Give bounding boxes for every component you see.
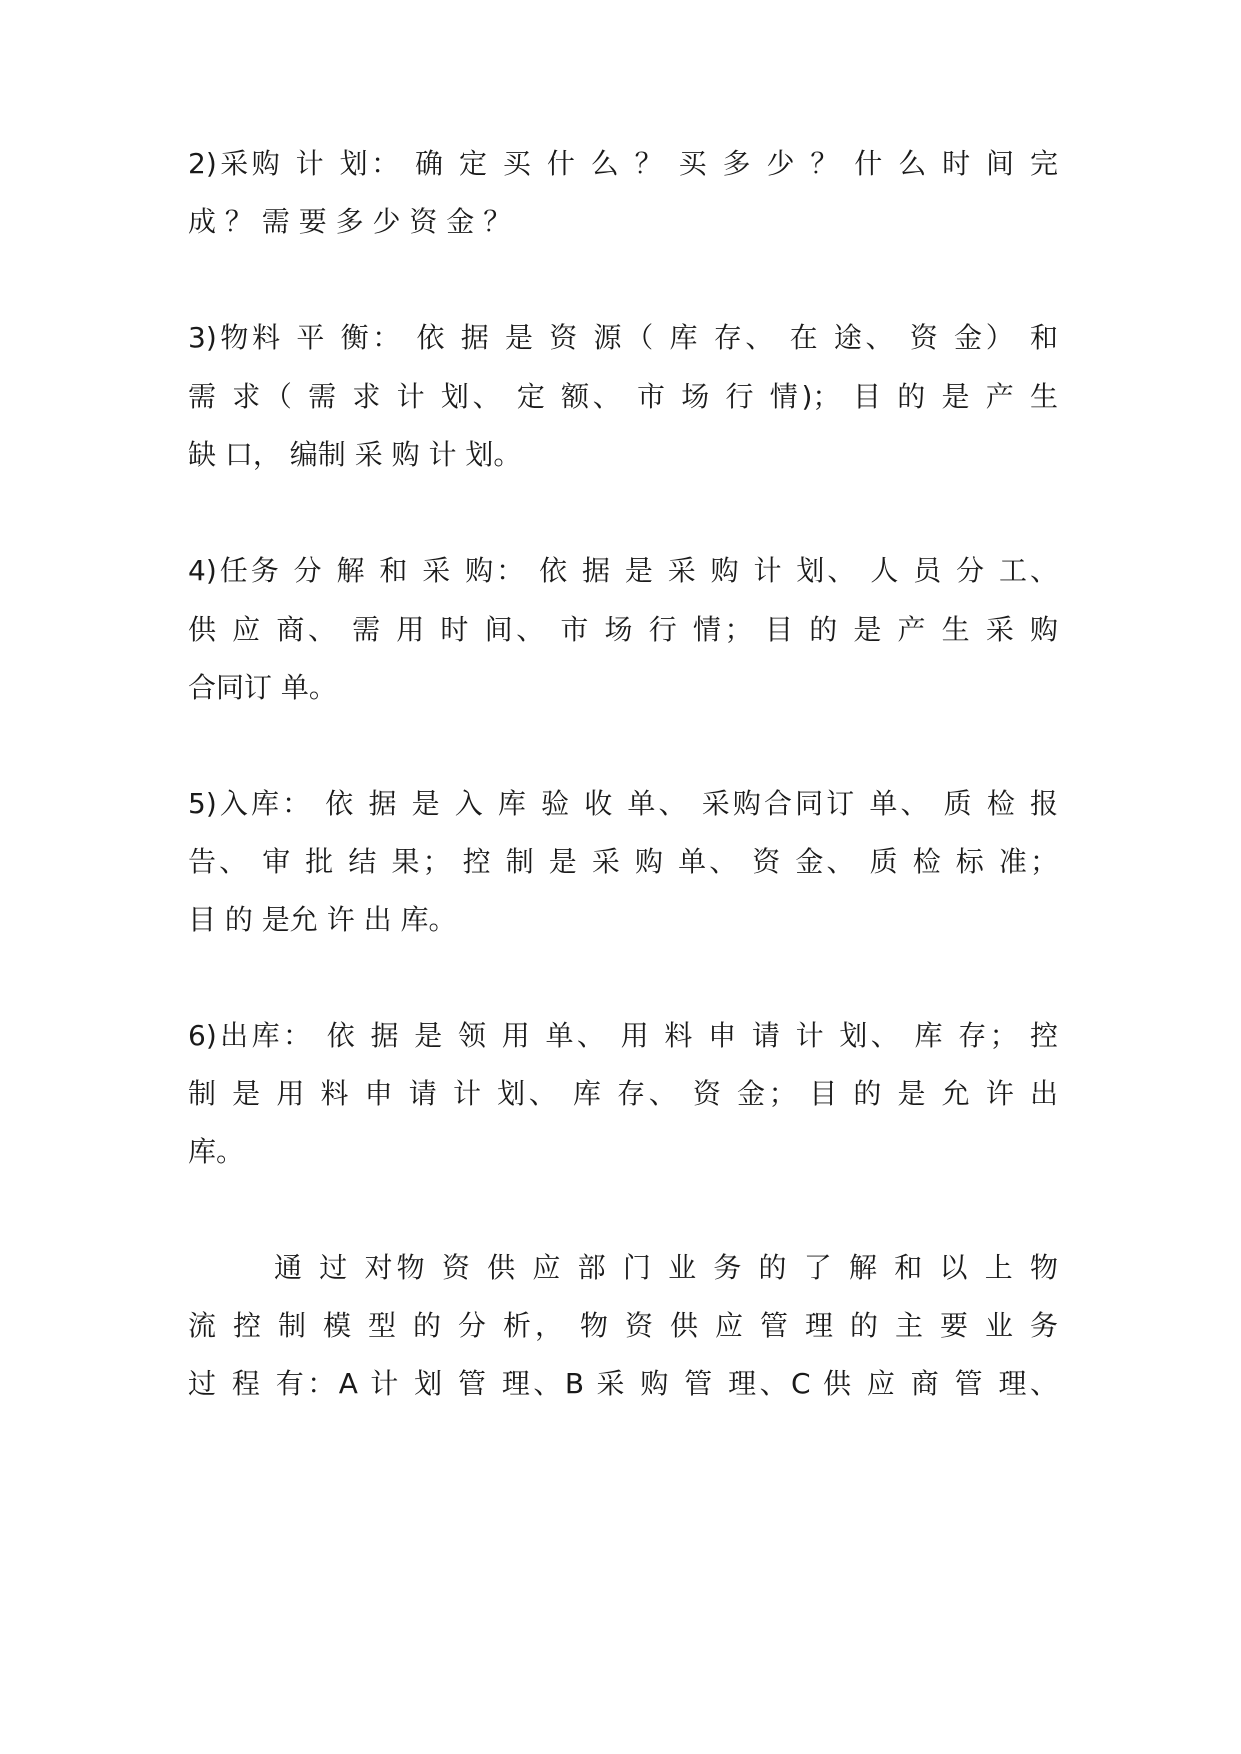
paragraph-4-line-1: 5)入库： 依 据 是 入 库 验 收 单、 采购合同订 单、 质 检 报: [188, 787, 1058, 820]
paragraph-2-line-1: 3)物料 平 衡： 依 据 是 资 源（ 库 存、 在 途、 资 金） 和: [188, 321, 1058, 354]
paragraph-2-line-3: 缺 口， 编制 采 购 计 划。: [188, 438, 522, 471]
paragraph-4-line-3: 目 的 是允 许 出 库。: [188, 903, 457, 936]
paragraph-5-line-1: 6)出库： 依 据 是 领 用 单、 用 料 申 请 计 划、 库 存； 控: [188, 1019, 1058, 1052]
paragraph-4-line-2: 告、 审 批 结 果； 控 制 是 采 购 单、 资 金、 质 检 标 准；: [188, 845, 1058, 878]
paragraph-6-line-3: 过 程 有：A 计 划 管 理、B 采 购 管 理、C 供 应 商 管 理、: [188, 1367, 1058, 1400]
paragraph-3-line-2: 供 应 商、 需 用 时 间、 市 场 行 情； 目 的 是 产 生 采 购: [188, 613, 1058, 646]
paragraph-5-line-3: 库。: [188, 1135, 245, 1168]
paragraph-3-line-1: 4)任务 分 解 和 采 购： 依 据 是 采 购 计 划、 人 员 分 工、: [188, 554, 1058, 587]
paragraph-2-line-2: 需 求（ 需 求 计 划、 定 额、 市 场 行 情)； 目 的 是 产 生: [188, 380, 1058, 413]
paragraph-5-line-2: 制 是 用 料 申 请 计 划、 库 存、 资 金； 目 的 是 允 许 出: [188, 1077, 1058, 1110]
paragraph-1-line-1: 2)采购 计 划： 确 定 买 什 么 ？ 买 多 少 ？ 什 么 时 间 完: [188, 147, 1058, 180]
paragraph-1-line-2: 成 ？ 需 要 多 少 资 金 ？: [188, 205, 512, 238]
paragraph-6-line-2: 流 控 制 模 型 的 分 析， 物 资 供 应 管 理 的 主 要 业 务: [188, 1309, 1058, 1342]
paragraph-6-line-1: 通 过 对物 资 供 应 部 门 业 务 的 了 解 和 以 上 物: [274, 1251, 1058, 1284]
paragraph-3-line-3: 合同订 单。: [188, 671, 337, 704]
